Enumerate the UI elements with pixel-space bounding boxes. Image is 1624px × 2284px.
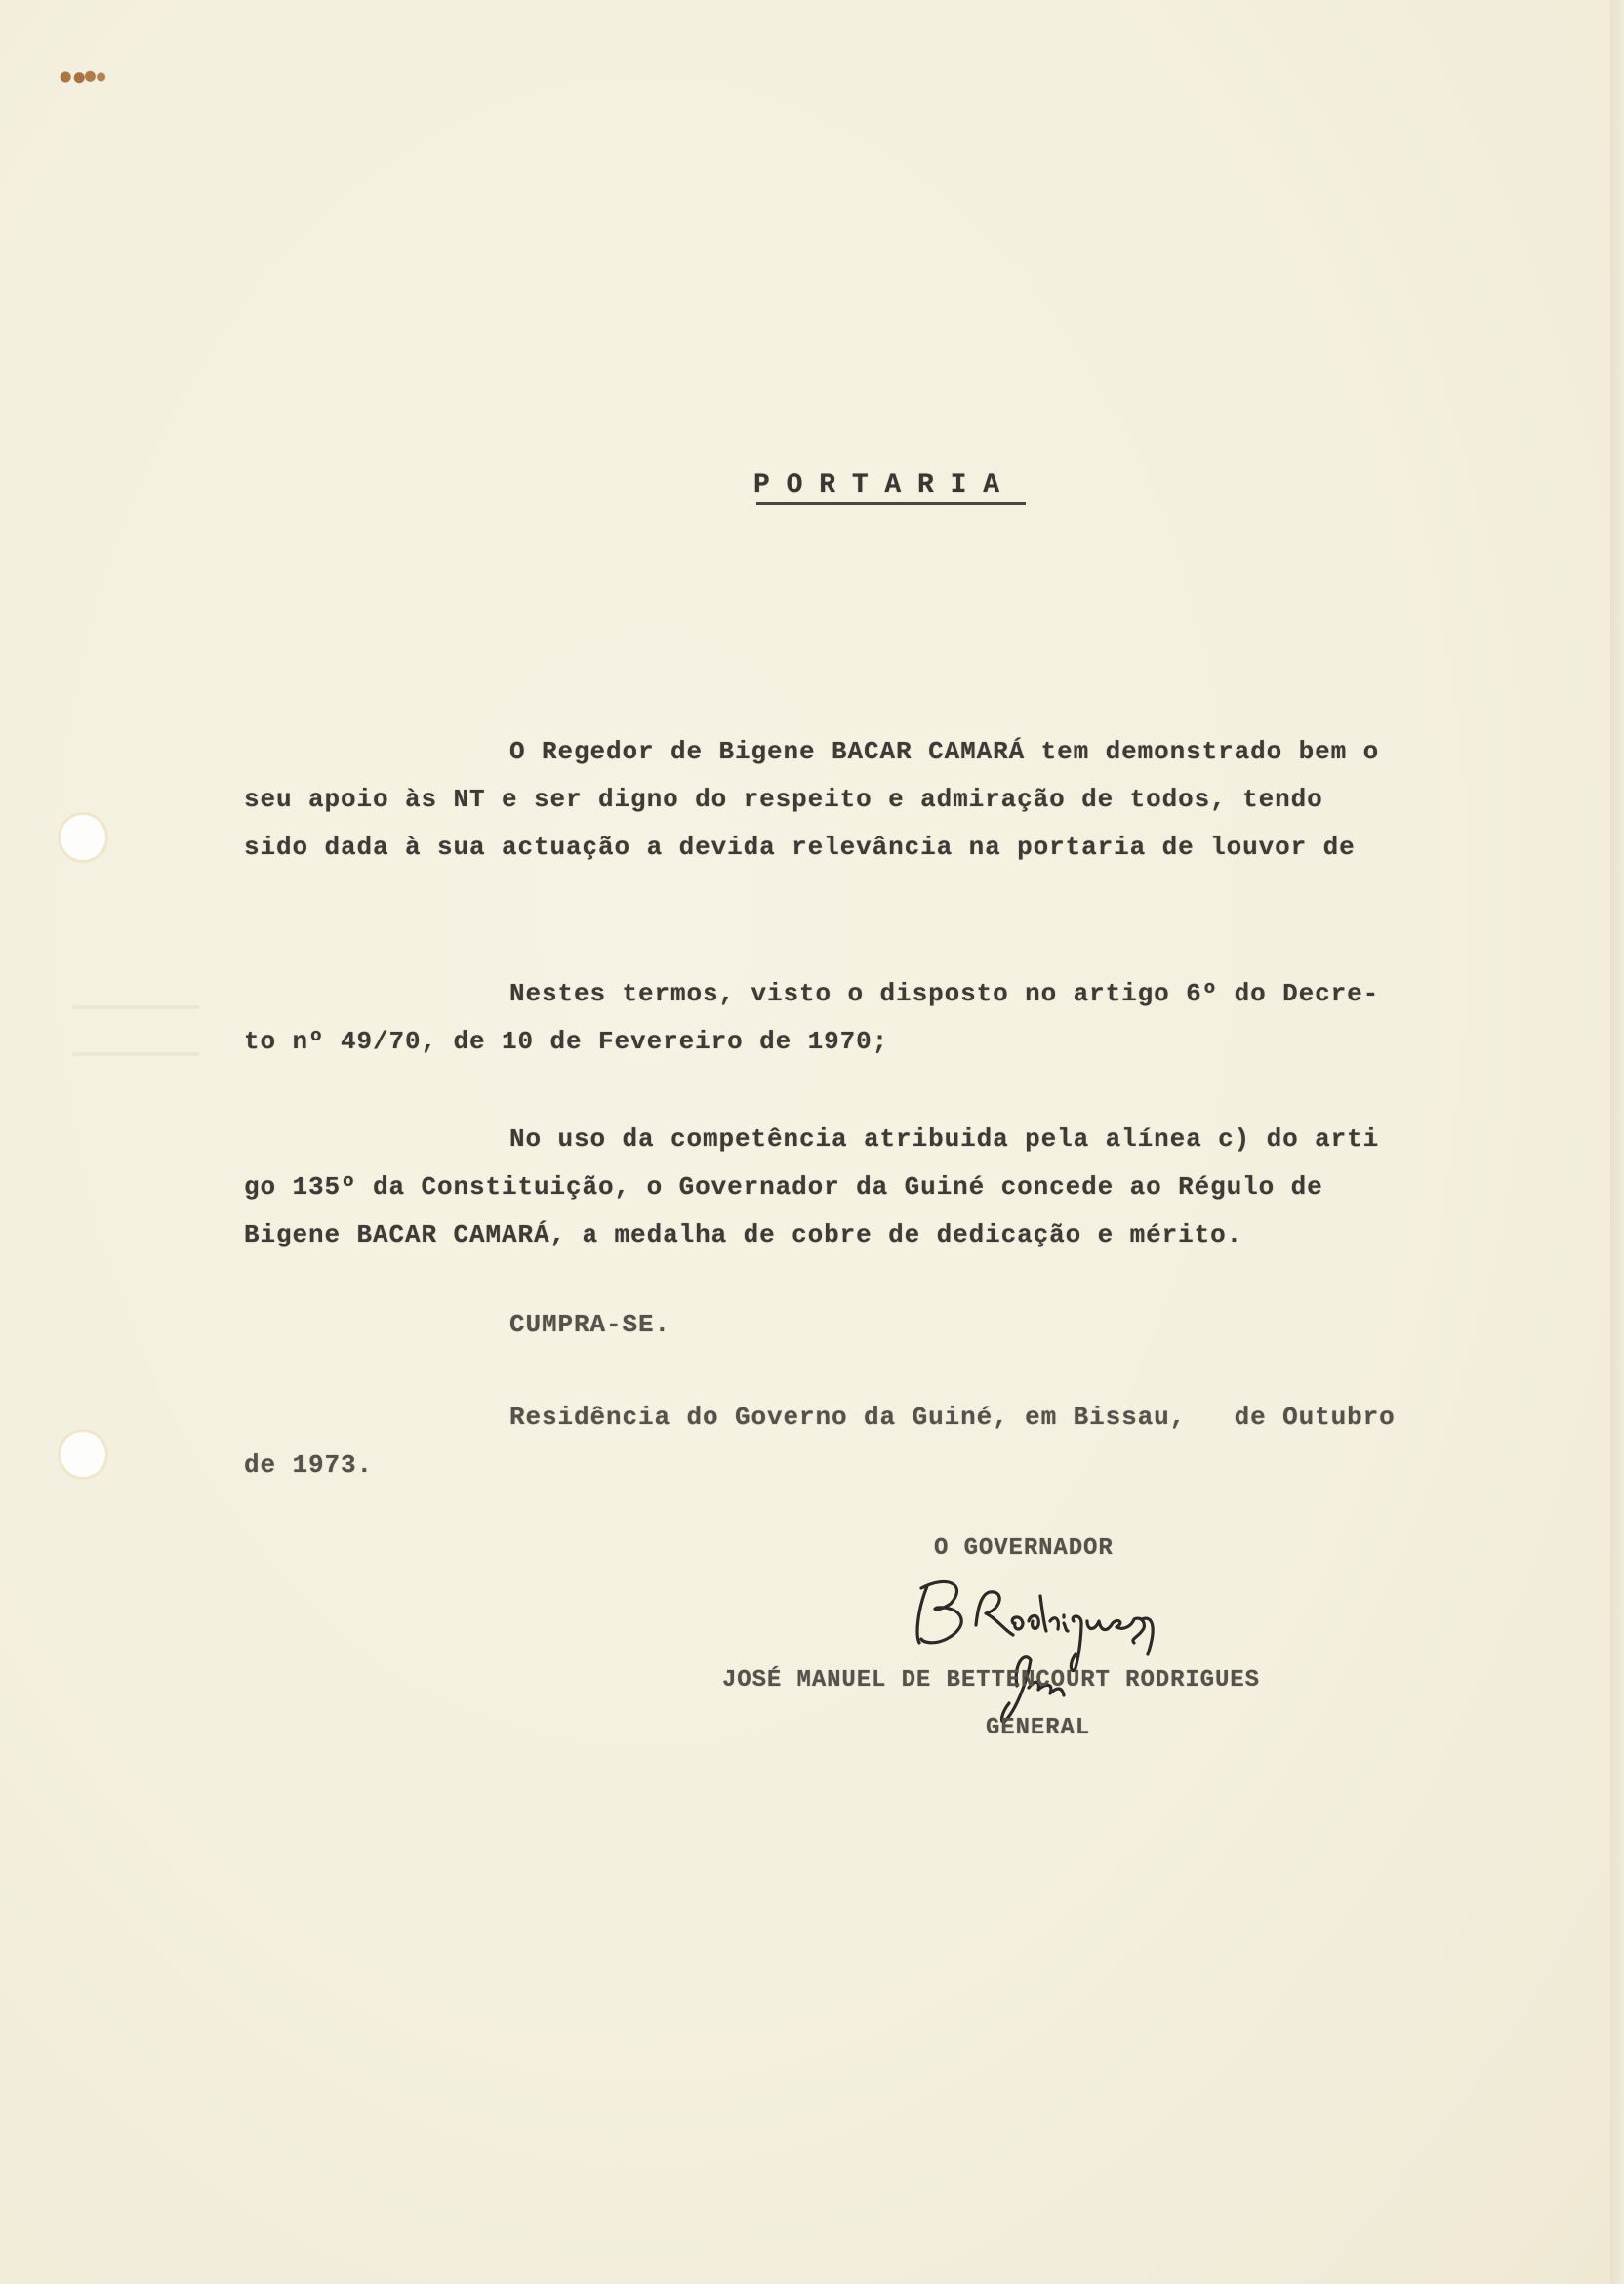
paragraph-line: sido dada à sua actuação a devida relevância na portaria de louvor de (244, 833, 1356, 862)
paragraph-line: go 135º da Constituição, o Governador da Guiné concede ao Régulo de (244, 1172, 1323, 1202)
signatory-role: O GOVERNADOR (934, 1535, 1114, 1562)
paragraph-line: Nestes termos, visto o disposto no artigo 6º do Decre- (509, 979, 1380, 1008)
place-date-line: Residência do Governo da Guiné, em Bissau, de Outubro (509, 1403, 1396, 1432)
rust-stain (55, 70, 109, 84)
paragraph-line: seu apoio às NT e ser digno do respeito e admiração de todos, tendo (244, 785, 1323, 814)
signatory-rank: GENERAL (986, 1715, 1091, 1741)
document-title: P O R T A R I A (753, 470, 1000, 501)
paragraph-line: O Regedor de Bigene BACAR CAMARÁ tem demonstrado bem o (509, 737, 1380, 766)
paragraph-line: No uso da competência atribuida pela alínea c) do arti (509, 1124, 1380, 1154)
place-date-year: de 1973. (244, 1450, 374, 1480)
punch-hole-bottom (61, 1432, 105, 1477)
paragraph-line: Bigene BACAR CAMARÁ, a medalha de cobre de dedicação e mérito. (244, 1220, 1243, 1249)
closing-formula: CUMPRA-SE. (509, 1310, 671, 1339)
punch-hole-top (61, 815, 105, 860)
page-edge-shadow (1610, 0, 1624, 2284)
bleed-through-mark (72, 1005, 199, 1009)
title-underline (756, 502, 1026, 505)
signatory-name: JOSÉ MANUEL DE BETTENCOURT RODRIGUES (722, 1667, 1260, 1693)
bleed-through-mark (72, 1052, 199, 1056)
paragraph-line: to nº 49/70, de 10 de Fevereiro de 1970; (244, 1027, 889, 1056)
handwritten-signature (908, 1567, 1259, 1723)
